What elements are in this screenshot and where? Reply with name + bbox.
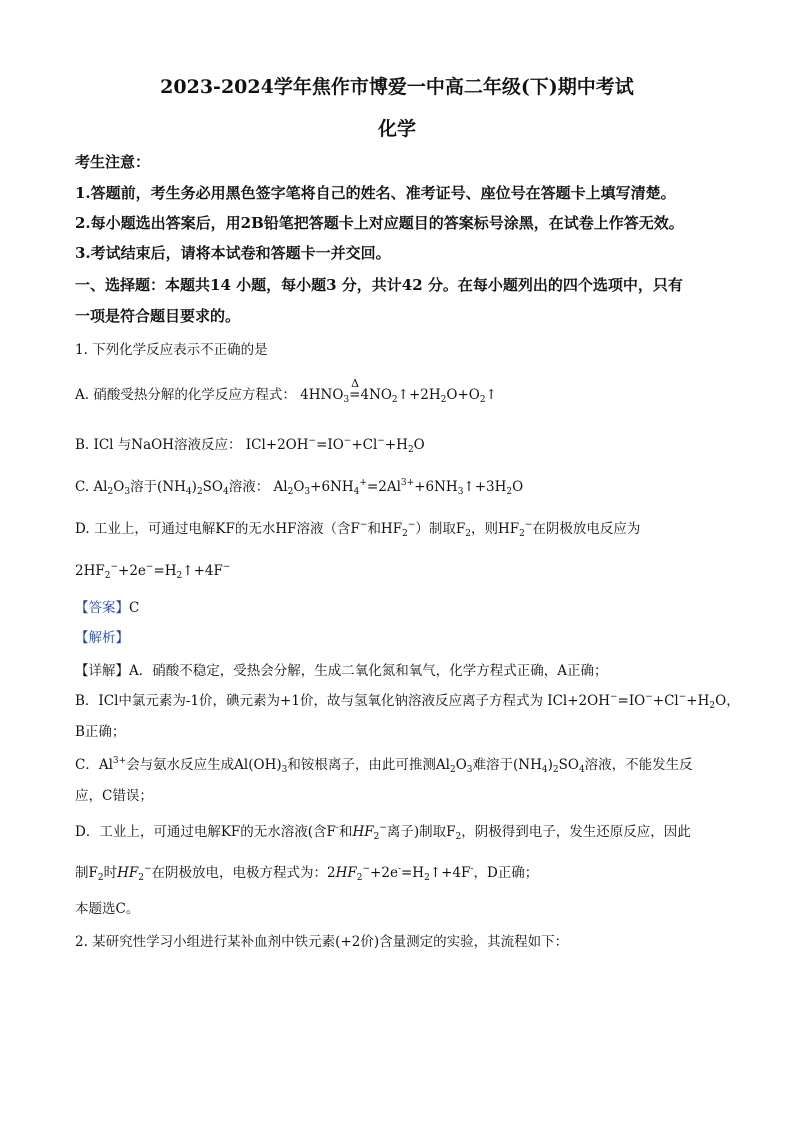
notice-item-2: 2.每小题选出答案后，用2B铅笔把答题卡上对应题目的答案标号涂黑，在试卷上作答无效。: [75, 214, 684, 232]
detail-c-line2: 应，C错误；: [75, 788, 153, 804]
question-1-option-b: [75, 435, 724, 455]
detail-b-line1: B．ICl中氯元素为-1价，碘元素为+1价，故与氢氧化钠溶液反应离子方程式为 $ICl+2OH^-=IO^-+Cl^-+H_2O$，: [75, 692, 740, 711]
answer-line: [75, 598, 724, 618]
analysis-tag: 【解析】: [75, 630, 129, 646]
question-1-option-c: [75, 477, 724, 497]
option-c-text: $Al_2O_3$溶于$(NH_4)_2SO_4$溶液：: [93, 479, 270, 497]
question-1-option-d-equation: $2HF_2^-+2e^-=H_2↑+4F^-$: [75, 562, 231, 581]
option-a-equation: $4HNO_3$ Δ $=4NO_2↑+2H_2O+O_2↑$: [300, 377, 497, 405]
answer-tag: 【答案】: [75, 600, 129, 616]
answer-value: C: [129, 600, 140, 616]
section-heading-line1: 一、选择题：本题共14 小题，每小题3 分，共计42 分。在每小题列出的四个选项中，只有: [75, 276, 683, 294]
question-1-stem: 1. 下列化学反应表示不正确的是: [75, 342, 268, 358]
detail-c-line1: C．$Al^{3+}$会与氨水反应生成$Al(OH)_3$和铵根离子，由此可推测$Al_2O_3$难溶于$(NH_4)_2SO_4$溶液，不能发生反: [75, 756, 693, 775]
option-a-text: A. 硝酸受热分解的化学反应方程式：: [75, 387, 296, 403]
notice-heading: 考生注意：: [75, 153, 151, 171]
option-c-label: C.: [75, 479, 90, 495]
detail-a: 【详解】A．硝酸不稳定，受热会分解，生成二氧化氮和氧气，化学方程式正确，A正确；: [75, 663, 608, 679]
question-1-option-d: D. 工业上，可通过电解KF的无水HF溶液（含F−和$HF_2^-$）制取$F_2$，则$HF_2^-$在阴极放电反应为: [75, 520, 641, 539]
subject-title: 化学: [377, 118, 416, 140]
exam-title: 2023-2024学年焦作市博爱一中高二年级(下)期中考试: [160, 76, 634, 98]
option-b-equation: $ICl+2OH^-=IO^-+Cl^-+H_2O$: [245, 436, 425, 455]
analysis-line: [75, 628, 724, 648]
detail-b-line2: B正确；: [75, 724, 126, 740]
option-c-equation: $Al_2O_3+6NH_4^+=2Al^{3+}+6NH_3↑+3H_2O$: [273, 478, 524, 497]
notice-item-1: 1.答题前，考生务必用黑色签字笔将自己的姓名、准考证号、座位号在答题卡上填写清楚。: [75, 184, 676, 202]
conclusion: 本题选C。: [75, 901, 140, 917]
option-b-text: B. ICl 与NaOH溶液反应：: [75, 437, 242, 453]
detail-tag: 【详解】: [75, 663, 129, 679]
detail-d-line1: D．工业上，可通过电解KF的无水溶液(含F-和$HF_2^-$离子)制取$F_2$，阴极得到电子，发生还原反应，因此: [75, 823, 691, 842]
notice-item-3: 3.考试结束后，请将本试卷和答题卡一并交回。: [75, 244, 391, 262]
detail-d-line2: 制$F_2$时$HF_2^-$在阴极放电，电极方程式为：$2HF_2^-+2e^-=H_2↑+4F^-$，D正确；: [75, 864, 539, 883]
question-1-option-a: [75, 377, 724, 405]
question-2-stem: 2. 某研究性学习小组进行某补血剂中铁元素(+2价)含量测定的实验，其流程如下：: [75, 934, 569, 950]
section-heading-line2: 一项是符合题目要求的。: [75, 307, 241, 325]
